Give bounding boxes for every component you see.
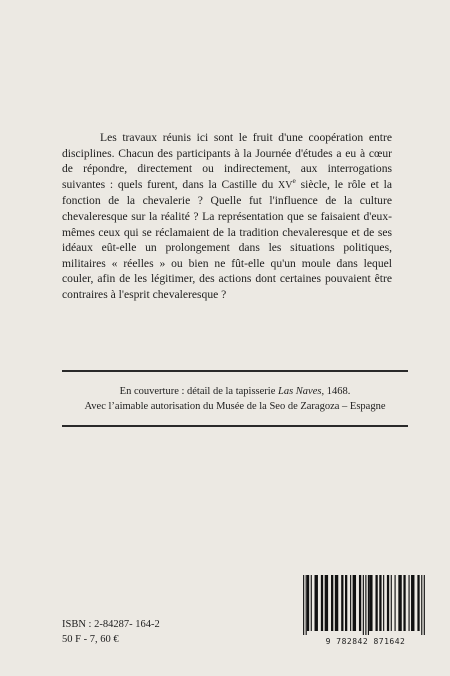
barcode-bar (306, 575, 307, 635)
barcode-bar (391, 575, 392, 631)
barcode-bar (383, 575, 384, 631)
barcode-bar (424, 575, 425, 635)
summary-text-part2: siècle, le rôle et la fonction de la chevalerie ? Quelle fut l'influence de la culture chevaleresque sur la réalité ? La représentation que se faisaient d'eux-mêmes ceux qui se réclamaient de la tradition chevaleresque et de ses idéaux eût-elle un prolongement dans les situations politiques, militaires « réelles » ou bien ne fût-elle qu'un moule dans lequel couler, afin de les légitimer, des actions dont certaines pouvaient être contraires à l'esprit chevaleresque ? (62, 177, 392, 301)
credit-line-1 (62, 384, 408, 399)
barcode-bar (325, 575, 328, 631)
barcode-bar (303, 575, 304, 635)
isbn-block (62, 617, 160, 647)
credit-line-2: Avec l’aimable autorisation du Musée de la Seo de Zaragoza – Espagne (84, 401, 386, 412)
barcode-bar (369, 575, 372, 631)
barcode-bar (335, 575, 338, 631)
barcode-bar (353, 575, 356, 631)
barcode-bar (403, 575, 405, 631)
price: 50 F - 7, 60 € (62, 634, 119, 645)
top-divider (62, 370, 408, 372)
barcode-bar (395, 575, 396, 631)
barcode-bar (363, 575, 364, 635)
barcode-bar (368, 575, 369, 635)
barcode-bar (311, 575, 312, 631)
barcode-bar (387, 575, 389, 631)
barcode-digits: 9 782842 871642 (325, 637, 406, 646)
barcode-bar (417, 575, 419, 631)
credit-prefix: En couverture : détail de la tapisserie (119, 386, 278, 397)
barcode-bar (365, 575, 366, 635)
barcode-bar (341, 575, 343, 631)
isbn-number: ISBN : 2-84287- 164-2 (62, 619, 160, 630)
barcode-bar (350, 575, 351, 631)
barcode-bar (331, 575, 333, 631)
cover-credits (62, 384, 408, 414)
barcode-bar (408, 575, 409, 631)
barcode-bar (411, 575, 414, 631)
credit-suffix: , 1468. (321, 386, 351, 397)
summary-paragraph (62, 130, 392, 303)
summary-text-part1: Les travaux réunis ici sont le fruit d'une coopération entre disciplines. Chacun des participants à la Journée d'études a eu à cœur de répondre, directement ou indirectement, aux interrogations suivantes : quels furent, dans la Castille du (62, 131, 392, 191)
century-numeral: XV (278, 179, 293, 191)
bottom-divider (62, 425, 408, 427)
barcode-bar (315, 575, 318, 631)
barcode-bar (421, 575, 422, 635)
barcode-bar (375, 575, 377, 631)
barcode-bar (398, 575, 401, 631)
barcode-bar (345, 575, 347, 631)
barcode-image (298, 575, 433, 635)
barcode-bar (307, 575, 309, 631)
century-superscript: e (292, 175, 296, 185)
tapestry-title: Las Naves (277, 386, 322, 397)
barcode-bar (359, 575, 361, 631)
barcode-bar (379, 575, 381, 631)
barcode-bar (321, 575, 323, 631)
